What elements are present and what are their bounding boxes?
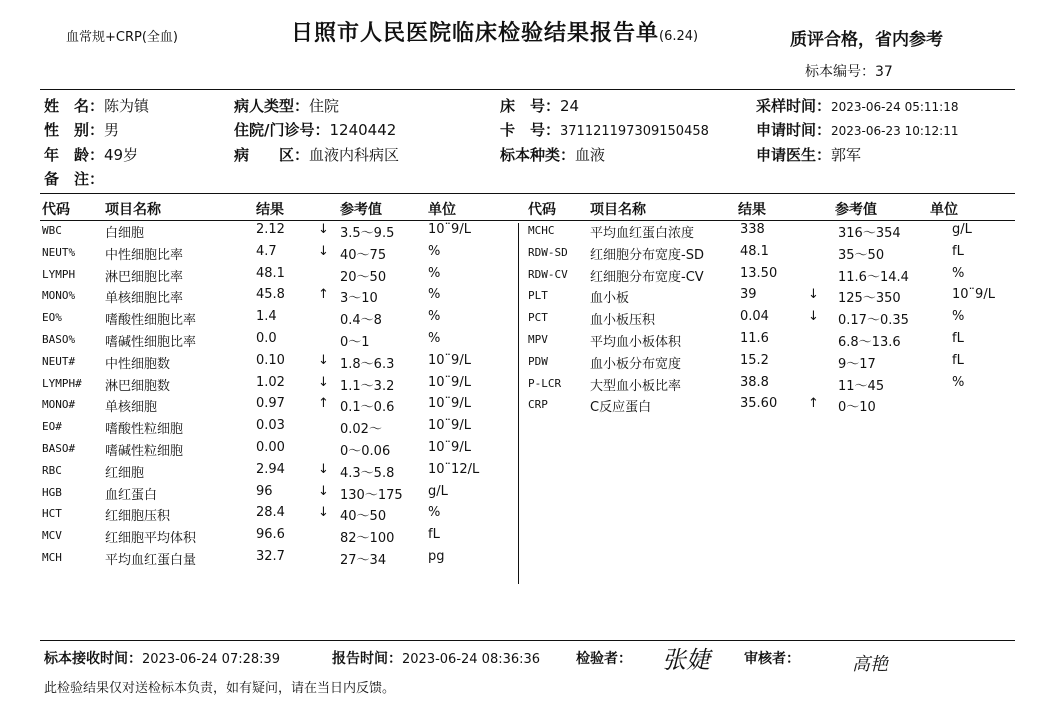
header-rule xyxy=(40,89,1015,90)
left-row-ref: 0～1 xyxy=(340,335,370,350)
right-row-code: RDW-SD xyxy=(528,245,568,259)
patient-age-value: 49岁 xyxy=(104,146,139,164)
left-row-code: NEUT# xyxy=(42,354,76,368)
left-row-result: 96 xyxy=(256,483,273,499)
receive-time-value: 2023-06-24 07:28:39 xyxy=(142,652,281,667)
col-header-code-right: 代码 xyxy=(528,202,556,218)
left-row-unit: % xyxy=(428,331,441,346)
col-header-ref-right: 参考值 xyxy=(835,202,877,218)
left-row-ref: 1.8～6.3 xyxy=(340,356,395,372)
left-row-result: 0.0 xyxy=(256,331,277,346)
left-row-flag: ↑ xyxy=(318,287,329,303)
left-row-ref: 0.02～ xyxy=(340,422,382,438)
left-row-flag: ↓ xyxy=(318,243,329,259)
col-header-unit-right: 单位 xyxy=(930,202,958,218)
left-row-result: 0.97 xyxy=(256,396,285,412)
right-row-result: 0.04 xyxy=(740,309,769,325)
tester-label: 检验者： xyxy=(576,651,632,667)
left-row-ref: 0.4～8 xyxy=(340,313,382,329)
left-row-unit: 10¨9/L xyxy=(428,418,471,434)
specimen-type-label: 标本种类： xyxy=(500,146,576,164)
patient-sex-value: 男 xyxy=(104,121,120,139)
right-row-ref: 11～45 xyxy=(838,378,885,394)
patient-type-label: 病人类型： xyxy=(234,97,310,115)
patient-remark-label: 备 注： xyxy=(44,170,105,188)
right-row-name: 平均血红蛋白浓度 xyxy=(590,226,695,241)
collect-time-value: 2023-06-24 05:11:18 xyxy=(831,100,959,114)
receive-time-label: 标本接收时间： xyxy=(44,651,142,667)
left-row-ref: 20～50 xyxy=(340,269,387,285)
card-number-value: 371121197309150458 xyxy=(560,124,709,139)
left-row-flag: ↓ xyxy=(318,352,329,368)
left-row-ref: 3.5～9.5 xyxy=(340,226,395,241)
card-number-label: 卡 号： xyxy=(500,121,561,139)
left-row-ref: 130～175 xyxy=(340,487,403,503)
left-row-name: 红细胞 xyxy=(105,465,145,481)
col-header-result-right: 结果 xyxy=(738,202,766,218)
left-row-result: 96.6 xyxy=(256,527,285,543)
left-row-ref: 27～34 xyxy=(340,553,387,568)
left-row-unit: pg xyxy=(428,549,445,564)
col-header-name: 项目名称 xyxy=(105,202,161,218)
left-row-result: 0.10 xyxy=(256,352,285,368)
sample-number-value: 37 xyxy=(875,64,893,80)
patient-type-value: 住院 xyxy=(309,97,340,115)
left-row-result: 48.1 xyxy=(256,265,285,281)
right-row-unit: % xyxy=(952,374,965,390)
ward xyxy=(234,144,399,165)
left-row-code: EO# xyxy=(42,420,62,434)
right-row-ref: 0～10 xyxy=(838,400,876,416)
left-row-flag: ↓ xyxy=(318,222,329,237)
admission-number-value: 1240442 xyxy=(329,121,397,139)
right-row-flag: ↓ xyxy=(808,287,819,303)
right-row-name: C反应蛋白 xyxy=(590,400,652,416)
left-row-ref: 0.1～0.6 xyxy=(340,400,395,416)
requesting-doctor xyxy=(756,144,861,165)
right-row-name: 血小板分布宽度 xyxy=(590,356,682,372)
left-row-result: 2.12 xyxy=(256,222,285,237)
left-row-flag: ↓ xyxy=(318,374,329,390)
sample-number xyxy=(805,61,893,81)
left-row-code: MONO# xyxy=(42,398,76,412)
left-row-result: 28.4 xyxy=(256,505,285,521)
right-row-ref: 35～50 xyxy=(838,247,885,263)
col-header-ref: 参考值 xyxy=(340,202,382,218)
left-row-unit: % xyxy=(428,243,441,259)
right-row-flag: ↑ xyxy=(808,396,819,412)
right-row-result: 48.1 xyxy=(740,243,769,259)
right-row-code: CRP xyxy=(528,398,548,412)
left-row-result: 4.7 xyxy=(256,243,277,259)
right-row-name: 大型血小板比率 xyxy=(590,378,682,394)
left-row-ref: 82～100 xyxy=(340,531,395,547)
patient-type xyxy=(234,95,339,116)
left-row-unit: 10¨9/L xyxy=(428,352,471,368)
left-row-unit: fL xyxy=(428,527,440,543)
right-row-ref: 9～17 xyxy=(838,356,876,372)
requesting-doctor-label: 申请医生： xyxy=(756,146,832,164)
bed-number-label: 床 号： xyxy=(500,97,561,115)
right-row-code: PCT xyxy=(528,311,548,325)
right-row-unit: 10¨9/L xyxy=(952,287,995,303)
ward-value: 血液内科病区 xyxy=(309,146,400,164)
left-row-code: HCT xyxy=(42,507,62,521)
ward-label: 病 区： xyxy=(234,146,310,164)
card-number xyxy=(500,119,709,140)
left-row-name: 嗜碱性粒细胞 xyxy=(105,444,184,459)
tester-signature: 张婕 xyxy=(662,646,710,674)
right-row-unit: % xyxy=(952,309,965,325)
left-row-code: WBC xyxy=(42,224,62,237)
patient-name-label: 姓 名： xyxy=(44,97,105,115)
bed-number-value: 24 xyxy=(560,97,580,115)
left-row-name: 平均血红蛋白量 xyxy=(105,553,197,568)
test-name: 血常规+CRP(全血) xyxy=(66,30,178,45)
left-row-result: 0.00 xyxy=(256,440,285,455)
left-row-unit: 10¨9/L xyxy=(428,396,471,412)
patient-remark xyxy=(44,168,104,189)
right-row-code: P-LCR xyxy=(528,376,562,390)
right-row-code: RDW-CV xyxy=(528,267,568,281)
left-row-name: 红细胞压积 xyxy=(105,509,171,525)
right-row-unit: fL xyxy=(952,331,964,346)
tester xyxy=(576,648,632,668)
left-row-name: 单核细胞 xyxy=(105,400,158,416)
patient-sex xyxy=(44,119,119,140)
report-title-text: 日照市人民医院临床检验结果报告单 xyxy=(291,21,660,46)
col-header-unit: 单位 xyxy=(428,202,456,218)
report-title xyxy=(291,16,698,47)
left-row-code: EO% xyxy=(42,311,62,325)
right-row-result: 11.6 xyxy=(740,331,769,346)
left-row-name: 红细胞平均体积 xyxy=(105,531,197,547)
right-row-ref: 316～354 xyxy=(838,226,901,241)
right-row-unit: fL xyxy=(952,243,964,259)
table-divider xyxy=(518,223,519,584)
right-row-name: 平均血小板体积 xyxy=(590,335,682,350)
right-row-name: 红细胞分布宽度-SD xyxy=(590,247,704,263)
admission-number xyxy=(234,119,396,140)
table-top-rule xyxy=(40,193,1015,194)
col-header-name-right: 项目名称 xyxy=(590,202,646,218)
left-row-name: 嗜酸性粒细胞 xyxy=(105,422,184,438)
report-time-value: 2023-06-24 08:36:36 xyxy=(402,652,541,667)
bed-number xyxy=(500,95,579,116)
right-row-ref: 125～350 xyxy=(838,291,901,307)
right-row-name: 红细胞分布宽度-CV xyxy=(590,269,704,285)
left-row-flag: ↑ xyxy=(318,396,329,412)
left-row-name: 中性细胞比率 xyxy=(105,247,184,263)
left-row-name: 血红蛋白 xyxy=(105,487,158,503)
specimen-type xyxy=(500,144,605,165)
right-row-code: MCHC xyxy=(528,224,555,237)
right-row-name: 血小板压积 xyxy=(590,313,656,329)
requesting-doctor-value: 郭军 xyxy=(831,146,862,164)
right-row-ref: 11.6～14.4 xyxy=(838,269,909,285)
left-row-result: 2.94 xyxy=(256,461,285,477)
patient-name xyxy=(44,95,149,116)
left-row-code: BASO% xyxy=(42,333,76,346)
left-row-code: RBC xyxy=(42,463,62,477)
left-row-name: 嗜酸性细胞比率 xyxy=(105,313,197,329)
left-row-flag: ↓ xyxy=(318,505,329,521)
left-row-result: 1.02 xyxy=(256,374,285,390)
quality-note: 质评合格，省内参考 xyxy=(790,30,943,50)
right-row-result: 39 xyxy=(740,287,757,303)
admission-number-label: 住院/门诊号： xyxy=(234,121,330,139)
patient-sex-label: 性 别： xyxy=(44,121,105,139)
left-row-code: BASO# xyxy=(42,442,76,455)
footer-rule xyxy=(40,640,1015,641)
right-row-result: 35.60 xyxy=(740,396,778,412)
left-row-code: MCH xyxy=(42,551,62,564)
left-row-result: 0.03 xyxy=(256,418,285,434)
left-row-result: 32.7 xyxy=(256,549,285,564)
request-time xyxy=(756,119,958,140)
left-row-unit: % xyxy=(428,309,441,325)
reviewer-label: 审核者： xyxy=(744,651,800,667)
right-row-flag: ↓ xyxy=(808,309,819,325)
left-row-code: LYMPH# xyxy=(42,376,82,390)
left-row-unit: % xyxy=(428,287,441,303)
left-row-unit: 10¨12/L xyxy=(428,461,480,477)
left-row-name: 单核细胞比率 xyxy=(105,291,184,307)
left-row-name: 白细胞 xyxy=(105,226,145,241)
left-row-name: 中性细胞数 xyxy=(105,356,171,372)
right-row-unit: g/L xyxy=(952,222,972,237)
left-row-code: MCV xyxy=(42,529,62,543)
left-row-result: 1.4 xyxy=(256,309,277,325)
left-row-code: MONO% xyxy=(42,289,76,303)
request-time-label: 申请时间： xyxy=(756,121,832,139)
right-row-unit: % xyxy=(952,265,965,281)
left-row-name: 嗜碱性细胞比率 xyxy=(105,335,197,350)
request-time-value: 2023-06-23 10:12:11 xyxy=(831,124,959,138)
right-row-name: 血小板 xyxy=(590,291,630,307)
left-row-unit: g/L xyxy=(428,483,448,499)
left-row-ref: 3～10 xyxy=(340,291,378,307)
col-header-code: 代码 xyxy=(42,202,70,218)
left-row-unit: % xyxy=(428,265,441,281)
right-row-result: 15.2 xyxy=(740,352,769,368)
reviewer-signature: 高艳 xyxy=(852,654,888,675)
right-row-code: PLT xyxy=(528,289,548,303)
report-title-suffix: (6.24) xyxy=(659,29,699,44)
left-row-flag: ↓ xyxy=(318,461,329,477)
left-row-ref: 40～50 xyxy=(340,509,387,525)
left-row-ref: 0～0.06 xyxy=(340,444,391,459)
sample-number-label: 标本编号： xyxy=(805,64,875,80)
left-row-name: 淋巴细胞数 xyxy=(105,378,171,394)
collect-time-label: 采样时间： xyxy=(756,97,832,115)
patient-age-label: 年 龄： xyxy=(44,146,105,164)
collect-time xyxy=(756,95,958,116)
left-row-unit: 10¨9/L xyxy=(428,222,471,237)
patient-name-value: 陈为镇 xyxy=(104,97,150,115)
right-row-result: 338 xyxy=(740,222,765,237)
right-row-ref: 0.17～0.35 xyxy=(838,313,909,329)
right-row-unit: fL xyxy=(952,352,964,368)
right-row-code: PDW xyxy=(528,354,548,368)
report-time xyxy=(332,648,540,668)
right-row-ref: 6.8～13.6 xyxy=(838,335,901,350)
left-row-unit: 10¨9/L xyxy=(428,440,471,455)
left-row-code: NEUT% xyxy=(42,245,76,259)
left-row-ref: 4.3～5.8 xyxy=(340,465,395,481)
specimen-type-value: 血液 xyxy=(575,146,606,164)
left-row-flag: ↓ xyxy=(318,483,329,499)
left-row-code: HGB xyxy=(42,485,62,499)
right-row-result: 38.8 xyxy=(740,374,769,390)
left-row-ref: 40～75 xyxy=(340,247,387,263)
disclaimer: 此检验结果仅对送检标本负责，如有疑问，请在当日内反馈。 xyxy=(44,681,396,696)
left-row-ref: 1.1～3.2 xyxy=(340,378,395,394)
reviewer xyxy=(744,648,800,668)
patient-age xyxy=(44,144,138,165)
left-row-result: 45.8 xyxy=(256,287,285,303)
receive-time xyxy=(44,648,280,668)
right-row-result: 13.50 xyxy=(740,265,778,281)
col-header-result: 结果 xyxy=(256,202,284,218)
right-row-code: MPV xyxy=(528,333,548,346)
report-time-label: 报告时间： xyxy=(332,651,402,667)
left-row-unit: 10¨9/L xyxy=(428,374,471,390)
left-row-name: 淋巴细胞比率 xyxy=(105,269,184,285)
left-row-unit: % xyxy=(428,505,441,521)
left-row-code: LYMPH xyxy=(42,267,76,281)
